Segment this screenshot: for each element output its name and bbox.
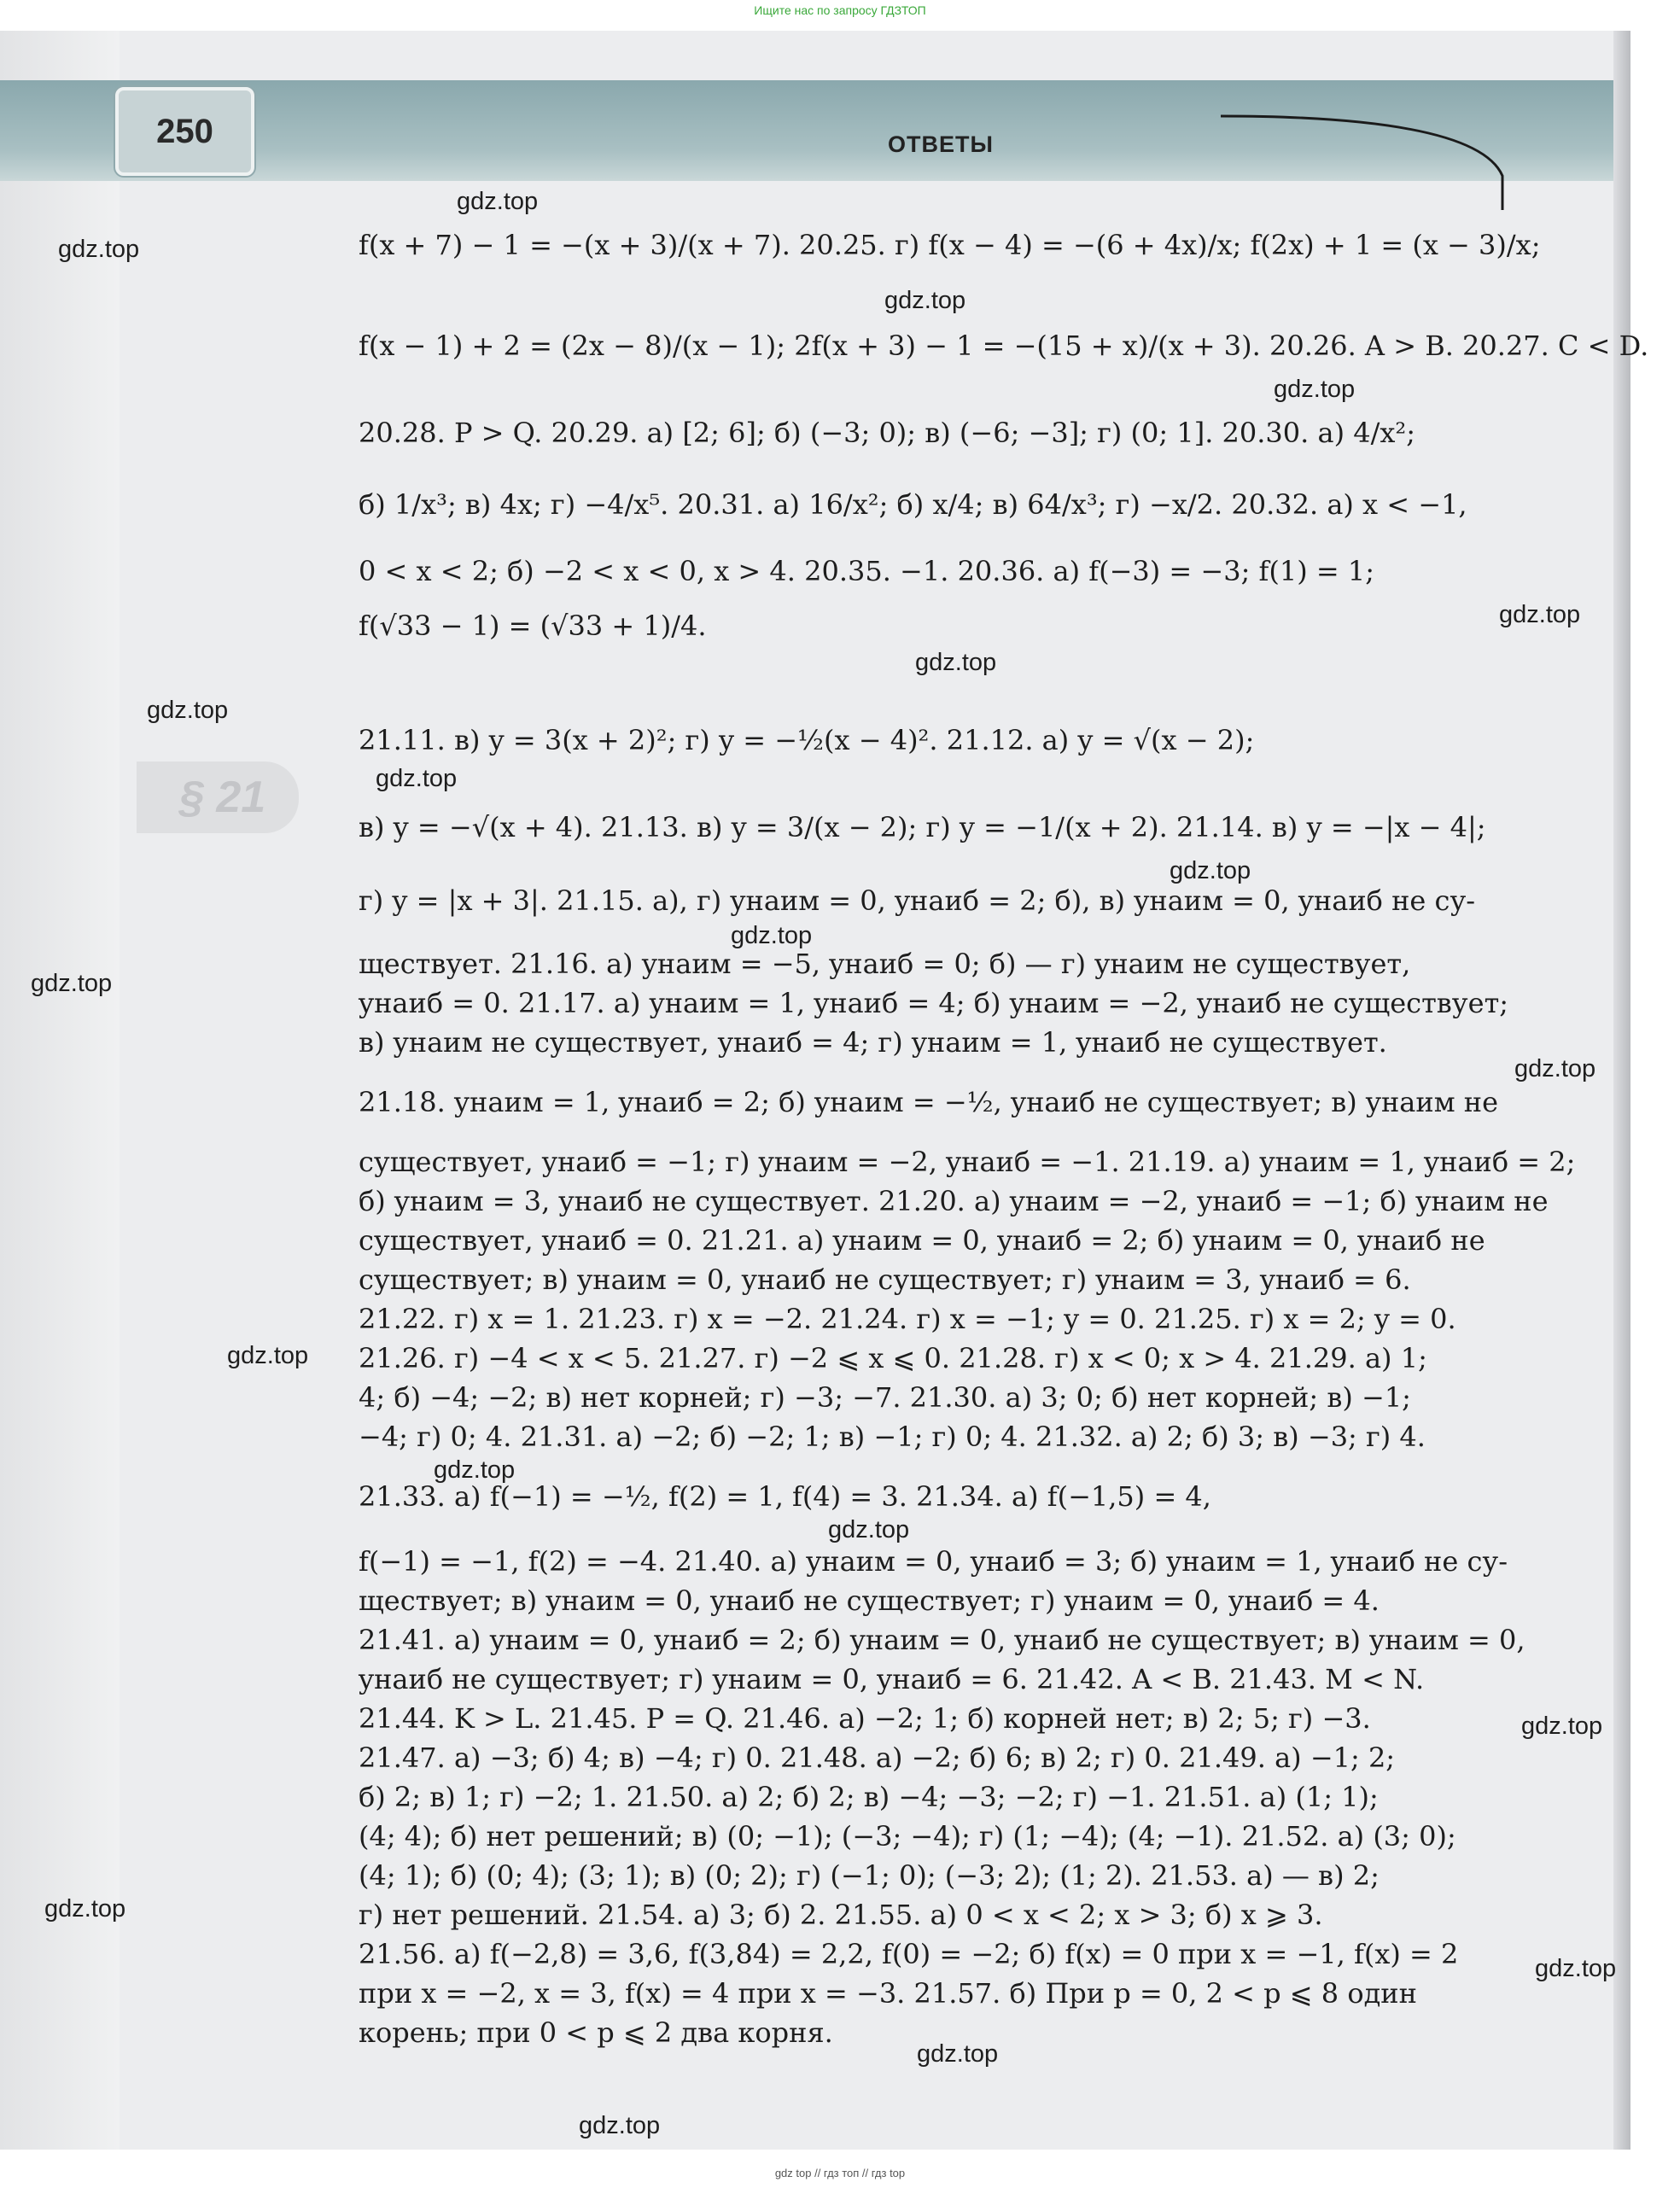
page-number: 250 (156, 113, 213, 150)
answer-line: 21.33. а) f(−1) = −½, f(2) = 1, f(4) = 3. 21.34. а) f(−1,5) = 4, (359, 1480, 1211, 1513)
watermark: gdz.top (434, 1456, 516, 1484)
answer-line: б) 2; в) 1; г) −2; 1. 21.50. а) 2; б) 2; в) −4; −3; −2; г) −1. 21.51. а) (1; 1); (359, 1781, 1379, 1813)
answer-line: 21.22. г) x = 1. 21.23. г) x = −2. 21.24. г) x = −1; y = 0. 21.25. г) x = 2; y = 0. (359, 1303, 1456, 1335)
answer-line: в) y = −√(x + 4). 21.13. в) y = 3/(x − 2); г) y = −1/(x + 2). 21.14. в) y = −|x − 4|; (359, 811, 1486, 843)
answer-line: корень; при 0 < p ⩽ 2 два корня. (359, 2016, 833, 2049)
footer-note: gdz top // гдз топ // гдз top (774, 2167, 906, 2179)
answer-line: −4; г) 0; 4. 21.31. а) −2; б) −2; 1; в) −1; г) 0; 4. 21.32. а) 2; б) 3; в) −3; г) 4. (359, 1421, 1426, 1453)
answer-line: существует, yнаиб = −1; г) yнаим = −2, yнаиб = −1. 21.19. а) yнаим = 1, yнаиб = 2; (359, 1146, 1576, 1178)
answer-line: (4; 1); б) (0; 4); (3; 1); в) (0; 2); г) (−1; 0); (−3; 2); (1; 2). 21.53. а) — в) 2; (359, 1859, 1380, 1892)
answer-line: (4; 4); б) нет решений; в) (0; −1); (−3; −4); г) (1; −4); (4; −1). 21.52. а) (3; 0); (359, 1820, 1456, 1853)
section-label: § 21 (179, 773, 266, 822)
answer-line: 21.47. а) −3; б) 4; в) −4; г) 0. 21.48. а) −2; б) 6; в) 2; г) 0. 21.49. а) −1; 2; (359, 1742, 1396, 1774)
watermark: gdz.top (44, 1895, 126, 1923)
answer-line: 21.18. yнаим = 1, yнаиб = 2; б) yнаим = −½, yнаиб не существует; в) yнаим не (359, 1086, 1499, 1118)
answer-line: ществует; в) yнаим = 0, yнаиб не существует; г) yнаим = 0, yнаиб = 4. (359, 1584, 1380, 1617)
header-curve-decoration (1221, 65, 1630, 210)
answer-line: ществует. 21.16. а) yнаим = −5, yнаиб = 0; б) — г) yнаим не существует, (359, 948, 1411, 980)
section-marker (137, 761, 299, 833)
watermark: gdz.top (31, 970, 113, 997)
watermark: gdz.top (58, 236, 140, 263)
watermark: gdz.top (884, 287, 966, 314)
answer-line: 4; б) −4; −2; в) нет корней; г) −3; −7. 21.30. а) 3; 0; б) нет корней; в) −1; (359, 1381, 1411, 1414)
watermark: gdz.top (915, 649, 997, 676)
answer-line: yнаиб не существует; г) yнаим = 0, yнаиб = 6. 21.42. A < B. 21.43. M < N. (359, 1663, 1425, 1695)
watermark: gdz.top (828, 1516, 910, 1543)
watermark: gdz.top (1514, 1055, 1596, 1082)
page-left-margin (0, 31, 120, 2150)
answer-line: б) 1/x³; в) 4x; г) −4/x⁵. 20.31. а) 16/x²; б) x/4; в) 64/x³; г) −x/2. 20.32. а) x < −1, (359, 488, 1467, 521)
answer-line: 0 < x < 2; б) −2 < x < 0, x > 4. 20.35. −1. 20.36. а) f(−3) = −3; f(1) = 1; (359, 555, 1374, 587)
header-note: Ищите нас по запросу ГДЗТОП (754, 3, 926, 17)
watermark: gdz.top (1274, 376, 1356, 403)
answer-line: в) yнаим не существует, yнаиб = 4; г) yнаим = 1, yнаиб не существует. (359, 1026, 1387, 1059)
answer-line: yнаиб = 0. 21.17. а) yнаим = 1, yнаиб = 4; б) yнаим = −2, yнаиб не существует; (359, 987, 1509, 1019)
answer-line: f(−1) = −1, f(2) = −4. 21.40. а) yнаим = 0, yнаиб = 3; б) yнаим = 1, yнаиб не су- (359, 1545, 1508, 1578)
answer-line: 21.56. а) f(−2,8) = 3,6, f(3,84) = 2,2, f(0) = −2; б) f(x) = 0 при x = −1, f(x) = 2 (359, 1938, 1459, 1970)
answer-line: существует, yнаиб = 0. 21.21. а) yнаим = 0, yнаиб = 2; б) yнаим = 0, yнаиб не (359, 1224, 1485, 1257)
answer-line: 21.11. в) y = 3(x + 2)²; г) y = −½(x − 4)². 21.12. а) y = √(x − 2); (359, 724, 1255, 756)
watermark: gdz.top (227, 1342, 309, 1369)
answer-line: б) yнаим = 3, yнаиб не существует. 21.20. а) yнаим = −2, yнаиб = −1; б) yнаим не (359, 1185, 1549, 1217)
answer-line: существует; в) yнаим = 0, yнаиб не существует; г) yнаим = 3, yнаиб = 6. (359, 1263, 1411, 1296)
watermark: gdz.top (917, 2040, 999, 2068)
answer-line: f(√33 − 1) = (√33 + 1)/4. (359, 610, 707, 642)
answer-line: 21.41. а) yнаим = 0, yнаиб = 2; б) yнаим = 0, yнаиб не существует; в) yнаим = 0, (359, 1624, 1525, 1656)
watermark: gdz.top (1535, 1955, 1617, 1982)
running-head: ОТВЕТЫ (888, 131, 994, 157)
watermark: gdz.top (731, 922, 813, 949)
watermark: gdz.top (1499, 601, 1581, 628)
answer-line: 20.28. P > Q. 20.29. а) [2; 6]; б) (−3; 0); в) (−6; −3]; г) (0; 1]. 20.30. а) 4/x²; (359, 417, 1416, 449)
answer-line: г) нет решений. 21.54. а) 3; б) 2. 21.55. а) 0 < x < 2; x > 3; б) x ⩾ 3. (359, 1899, 1323, 1931)
answer-line: при x = −2, x = 3, f(x) = 4 при x = −3. 21.57. б) При p = 0, 2 < p ⩽ 8 один (359, 1977, 1417, 2010)
answer-line: f(x + 7) − 1 = −(x + 3)/(x + 7). 20.25. г) f(x − 4) = −(6 + 4x)/x; f(2x) + 1 = (x − 3)/x; (359, 229, 1541, 261)
watermark: gdz.top (457, 188, 539, 215)
answer-line: г) y = |x + 3|. 21.15. а), г) yнаим = 0, yнаиб = 2; б), в) yнаим = 0, yнаиб не су- (359, 884, 1476, 917)
answer-line: 21.44. K > L. 21.45. P = Q. 21.46. а) −2; 1; б) корней нет; в) 2; 5; г) −3. (359, 1702, 1371, 1735)
watermark: gdz.top (1521, 1712, 1603, 1740)
watermark: gdz.top (1170, 857, 1251, 884)
answer-line: f(x − 1) + 2 = (2x − 8)/(x − 1); 2f(x + 3) − 1 = −(15 + x)/(x + 3). 20.26. A > B. 20.27. C < D. (359, 330, 1649, 362)
watermark: gdz.top (376, 765, 458, 792)
answer-line: 21.26. г) −4 < x < 5. 21.27. г) −2 ⩽ x ⩽ 0. 21.28. г) x < 0; x > 4. 21.29. а) 1; (359, 1342, 1427, 1374)
watermark: gdz.top (579, 2112, 661, 2139)
watermark: gdz.top (147, 697, 229, 724)
